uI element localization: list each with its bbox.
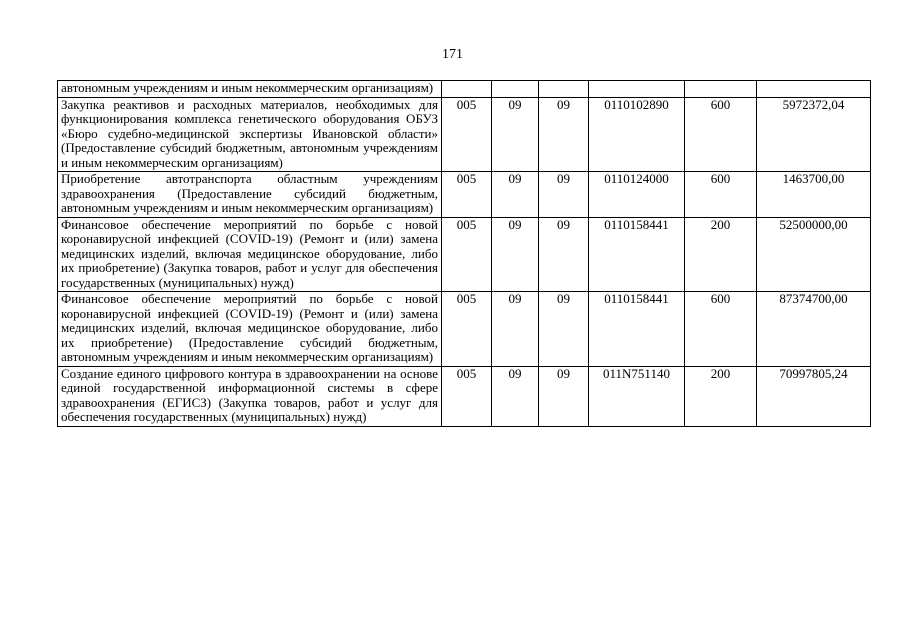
ministry-code: 005 <box>442 292 492 367</box>
row-description: Приобретение автотранспорта областным учреждениям здравоохранения (Предоставление субсидий бюджетным, автономным учреждениям и иным некоммерческим организациям) <box>58 172 442 218</box>
table-row <box>58 81 871 98</box>
budget-table <box>57 80 871 427</box>
amount: 87374700,00 <box>757 292 871 367</box>
target-article-code: 0110124000 <box>589 172 685 218</box>
subsection-code <box>539 81 589 98</box>
subsection-code: 09 <box>539 217 589 292</box>
subsection-code: 09 <box>539 366 589 426</box>
target-article-code: 0110158441 <box>589 217 685 292</box>
row-description: Создание единого цифрового контура в здравоохранении на основе единой государственной информационной системы в сфере здравоохранения (ЕГИСЗ) (Закупка товаров, работ и услуг для обеспечения государственных (муниципальных) нужд) <box>58 366 442 426</box>
ministry-code: 005 <box>442 217 492 292</box>
subsection-code: 09 <box>539 97 589 172</box>
section-code: 09 <box>492 217 539 292</box>
subsection-code: 09 <box>539 172 589 218</box>
expense-type-code: 200 <box>685 217 757 292</box>
row-description: Финансовое обеспечение мероприятий по борьбе с новой коронавирусной инфекцией (COVID-19) (Ремонт и (или) замена медицинских изделий, включая медицинское оборудование, либо их приобретение) (Предоставление субсидий бюджетным, автономным учреждениям и иным некоммерческим организациям) <box>58 292 442 367</box>
target-article-code: 011N751140 <box>589 366 685 426</box>
amount: 70997805,24 <box>757 366 871 426</box>
expense-type-code: 600 <box>685 97 757 172</box>
table-row <box>58 97 871 172</box>
table-row <box>58 366 871 426</box>
expense-type-code <box>685 81 757 98</box>
ministry-code: 005 <box>442 172 492 218</box>
ministry-code: 005 <box>442 366 492 426</box>
target-article-code <box>589 81 685 98</box>
table-row <box>58 172 871 218</box>
expense-type-code: 600 <box>685 172 757 218</box>
ministry-code <box>442 81 492 98</box>
table-body <box>58 81 871 427</box>
target-article-code: 0110102890 <box>589 97 685 172</box>
section-code: 09 <box>492 172 539 218</box>
amount: 1463700,00 <box>757 172 871 218</box>
table-row <box>58 292 871 367</box>
section-code: 09 <box>492 292 539 367</box>
target-article-code: 0110158441 <box>589 292 685 367</box>
row-description: Финансовое обеспечение мероприятий по борьбе с новой коронавирусной инфекцией (COVID-19) (Ремонт и (или) замена медицинских изделий, включая медицинское оборудование, либо их приобретение) (Закупка товаров, работ и услуг для обеспечения государственных (муниципальных) нужд) <box>58 217 442 292</box>
row-description: автономным учреждениям и иным некоммерческим организациям) <box>58 81 442 98</box>
amount: 5972372,04 <box>757 97 871 172</box>
page-number: 171 <box>442 47 463 62</box>
section-code <box>492 81 539 98</box>
section-code: 09 <box>492 366 539 426</box>
expense-type-code: 200 <box>685 366 757 426</box>
amount: 52500000,00 <box>757 217 871 292</box>
table-row <box>58 217 871 292</box>
amount <box>757 81 871 98</box>
expense-type-code: 600 <box>685 292 757 367</box>
section-code: 09 <box>492 97 539 172</box>
row-description: Закупка реактивов и расходных материалов, необходимых для функционирования комплекса генетического оборудования ОБУЗ «Бюро судебно-медицинской экспертизы Ивановской области» (Предоставление субсидий бюджетным, автономным учреждениям и иным некоммерческим организациям) <box>58 97 442 172</box>
ministry-code: 005 <box>442 97 492 172</box>
subsection-code: 09 <box>539 292 589 367</box>
